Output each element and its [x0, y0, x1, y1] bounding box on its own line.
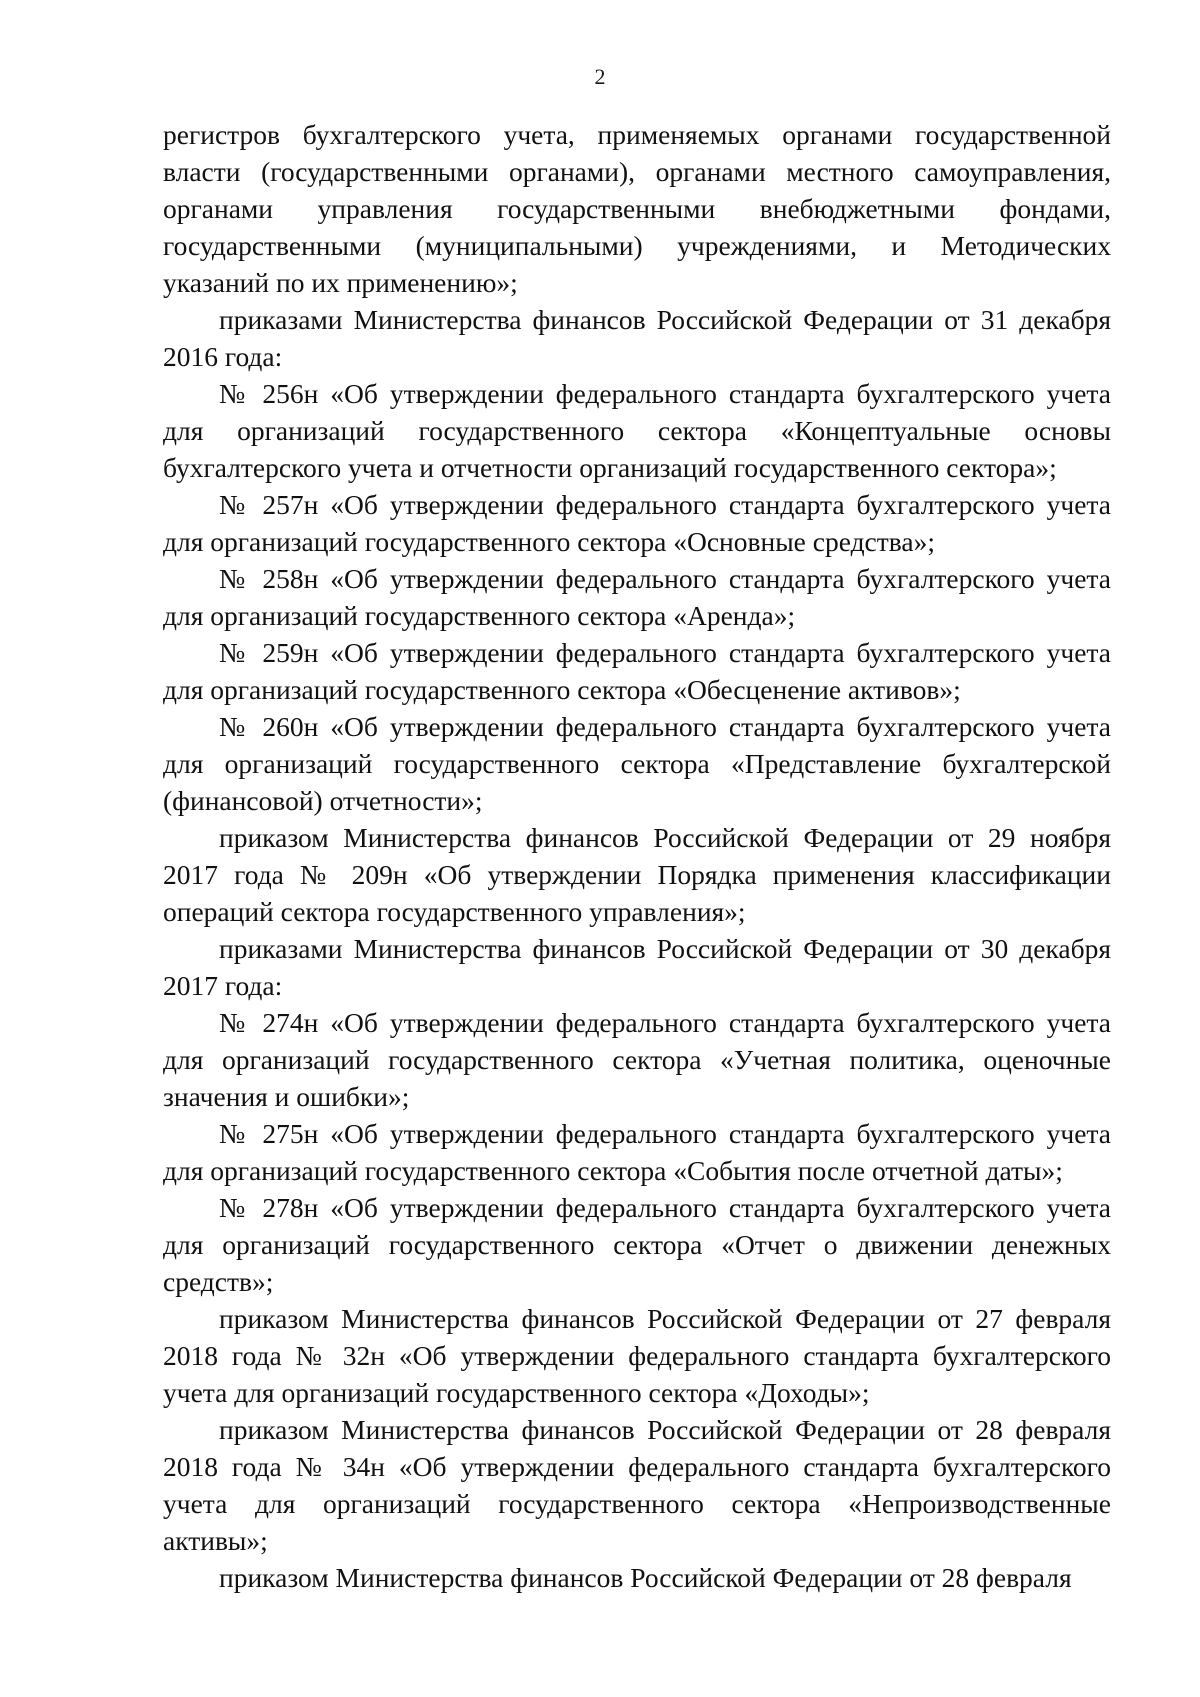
- paragraph-order-32n: приказом Министерства финансов Российской Федерации от 27 февраля 2018 года № 32н «Об утверждении федерального стандарта бухгалтерского учета для организаций государственного сектора «Доходы»;: [163, 1303, 1111, 1408]
- paragraph-order-continued: приказом Министерства финансов Российской Федерации от 28 февраля: [219, 1562, 1072, 1593]
- paragraph-order-34n: приказом Министерства финансов Российской Федерации от 28 февраля 2018 года № 34н «Об утверждении федерального стандарта бухгалтерского учета для организаций государственного сектора «Непроизводственные активы»;: [163, 1414, 1111, 1556]
- paragraph-orders-2017-intro: приказами Министерства финансов Российской Федерации от 30 декабря 2017 года:: [163, 933, 1111, 1001]
- paragraph-order-275n: № 275н «Об утверждении федерального стандарта бухгалтерского учета для организаций государственного сектора «События после отчетной даты»;: [163, 1118, 1111, 1186]
- paragraph-order-259n: № 259н «Об утверждении федерального стандарта бухгалтерского учета для организаций государственного сектора «Обесценение активов»;: [163, 637, 1111, 705]
- paragraph-orders-2016-intro: приказами Министерства финансов Российской Федерации от 31 декабря 2016 года:: [163, 304, 1111, 372]
- paragraph-order-209n: приказом Министерства финансов Российской Федерации от 29 ноября 2017 года № 209н «Об утверждении Порядка применения классификации операций сектора государственного управления»;: [163, 822, 1111, 927]
- paragraph-continuation: регистров бухгалтерского учета, применяемых органами государственной власти (государственными органами), органами местного самоуправления, органами управления государственными внебюджетными фондами, государственными (муниципальными) учреждениями, и Методических указаний по их применению»;: [163, 119, 1111, 298]
- document-body: [163, 116, 1111, 1596]
- paragraph-order-258n: № 258н «Об утверждении федерального стандарта бухгалтерского учета для организаций государственного сектора «Аренда»;: [163, 563, 1111, 631]
- paragraph-order-278n: № 278н «Об утверждении федерального стандарта бухгалтерского учета для организаций государственного сектора «Отчет о движении денежных средств»;: [163, 1192, 1111, 1297]
- page-number: 2: [594, 64, 606, 89]
- paragraph-order-257n: № 257н «Об утверждении федерального стандарта бухгалтерского учета для организаций государственного сектора «Основные средства»;: [163, 489, 1111, 557]
- paragraph-order-274n: № 274н «Об утверждении федерального стандарта бухгалтерского учета для организаций государственного сектора «Учетная политика, оценочные значения и ошибки»;: [163, 1007, 1111, 1112]
- paragraph-order-256n: № 256н «Об утверждении федерального стандарта бухгалтерского учета для организаций государственного сектора «Концептуальные основы бухгалтерского учета и отчетности организаций государственного сектора»;: [163, 378, 1111, 483]
- paragraph-order-260n: № 260н «Об утверждении федерального стандарта бухгалтерского учета для организаций государственного сектора «Представление бухгалтерской (финансовой) отчетности»;: [163, 711, 1111, 816]
